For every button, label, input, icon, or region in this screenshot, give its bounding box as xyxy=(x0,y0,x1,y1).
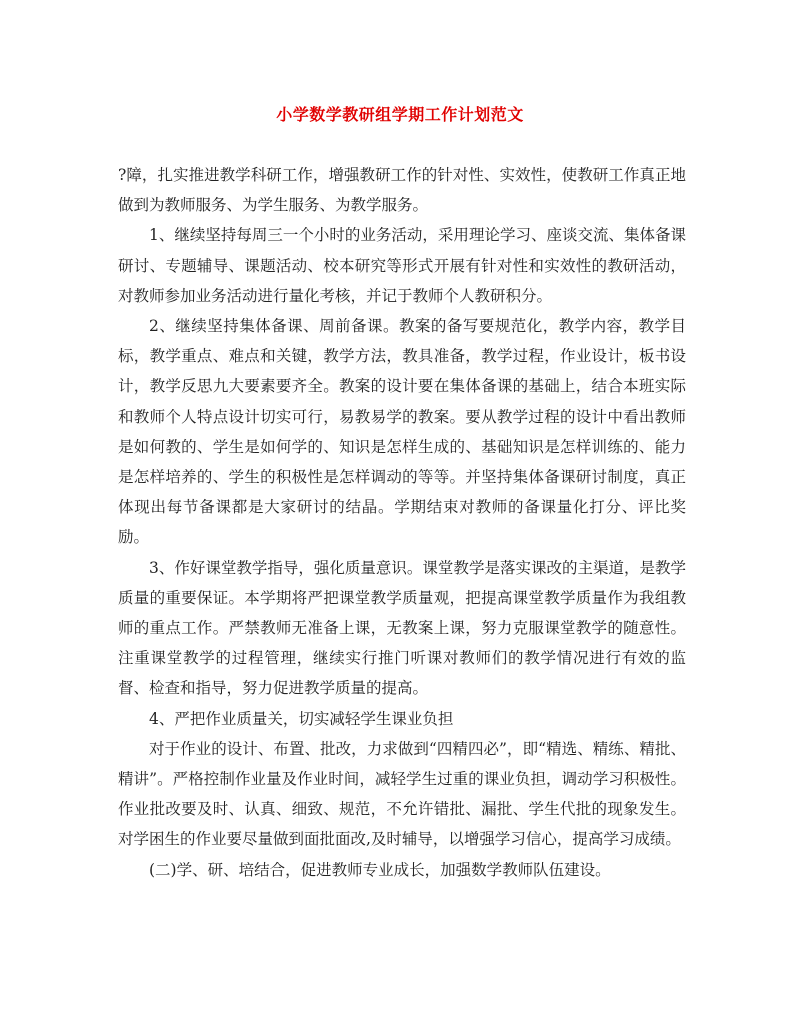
paragraph-item-3: 3、作好课堂教学指导，强化质量意识。课堂教学是落实课改的主渠道，是教学质量的重要保证。本学期将严把课堂教学质量观，把提高课堂教学质量作为我组教师的重点工作。严禁教师无准备上课，无教案上课，努力克服课堂教学的随意性。注重课堂教学的过程管理，继续实行推门听课对教师们的教学情况进行有效的监督、检查和指导，努力促进教学质量的提高。 xyxy=(118,558,686,698)
paragraph-item-2: 2、继续坚持集体备课、周前备课。教案的备写要规范化，教学内容，教学目标，教学重点、难点和关键，教学方法，教具准备，教学过程，作业设计，板书设计，教学反思九大要素要齐全。教案的设计要在集体备课的基础上，结合本班实际和教师个人特点设计切实可行，易教易学的教案。要从教学过程的设计中看出教师是如何教的、学生是如何学的、知识是怎样生成的、基础知识是怎样训练的、能力是怎样培养的、学生的积极性是怎样调动的等等。并坚持集体备课研讨制度，真正体现出每节备课都是大家研讨的结晶。学期结束对教师的备课量化打分、评比奖励。 xyxy=(118,317,686,547)
document-body xyxy=(118,160,686,885)
paragraph-homework: 对于作业的设计、布置、批改，力求做到“四精四必”，即“精选、精练、精批、精讲”。严格控制作业量及作业时间，减轻学生过重的课业负担，调动学习积极性。作业批改要及时、认真、细致、规范，不允许错批、漏批、学生代批的现象发生。对学困生的作业要尽量做到面批面改,及时辅导，以增强学习信心，提高学习成绩。 xyxy=(118,739,686,849)
paragraph-intro: ?障，扎实推进教学科研工作，增强教研工作的针对性、实效性，使教研工作真正地做到为教师服务、为学生服务、为教学服务。 xyxy=(118,166,686,215)
paragraph-item-1: 1、继续坚持每周三一个小时的业务活动，采用理论学习、座谈交流、集体备课研讨、专题辅导、课题活动、校本研究等形式开展有针对性和实效性的教研活动，对教师参加业务活动进行量化考核，并记于教师个人教研积分。 xyxy=(118,226,686,305)
document-title: 小学数学教研组学期工作计划范文 xyxy=(276,105,524,124)
paragraph-item-4-heading: 4、严把作业质量关，切实减轻学生课业负担 xyxy=(149,709,454,728)
paragraph-section-2-heading: (二)学、研、培结合，促进教师专业成长，加强数学教师队伍建设。 xyxy=(149,860,611,879)
